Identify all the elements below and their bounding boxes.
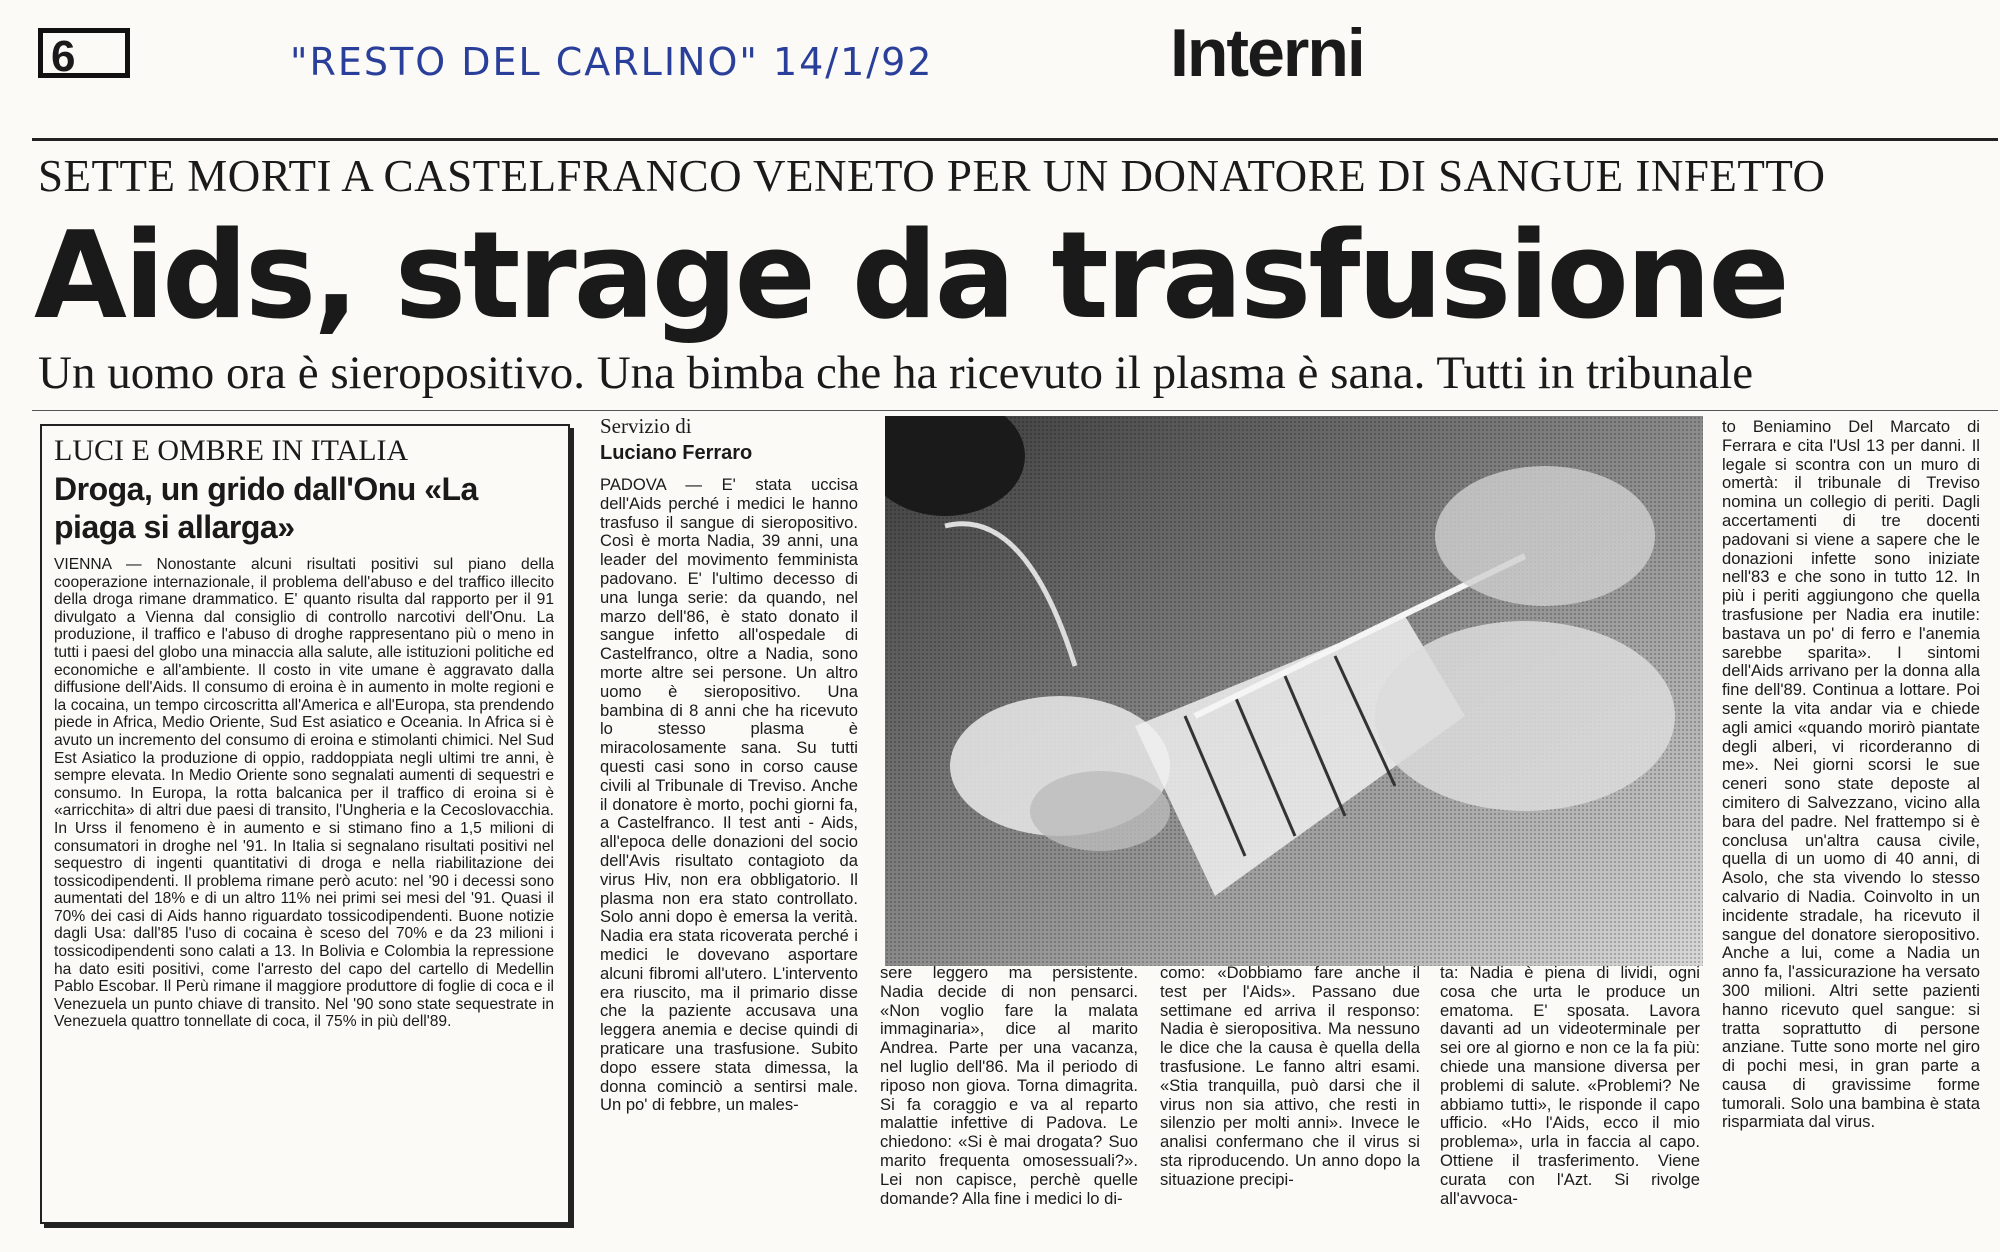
article-column-5: to Beniamino Del Marcato di Ferrara e cita l'Usl 13 per danni. Il legale si scontra con un muro di omertà: il tribunale di Treviso nomina un collegio di periti. Dagli accertamenti di tre docenti padovani si viene a sapere che le donazioni infette sono iniziate nell'83 e che sono in tutto 12. In più i periti aggiungono che quella trasfusione per Nadia era inutile: bastava un po' di ferro e l'anemia sarebbe sparita». I sintomi dell'Aids arrivano per la donna alla fine dell'89. Continua a lottare. Poi sente la vita andar via e chiede agli amici «quando morirò piantate degli alberi, vi ricorderanno di me». Nei giorni scorsi le sue ceneri sono state deposte al cimitero di Salvezzano, vicino alla bara del padre. Nel frattempo si è conclusa un'altra causa civile, quella di un uomo di 40 anni, di Asolo, che sta vivendo lo stesso calvario di Nadia. Coinvolto in un incidente stradale, ha ricevuto il sangue del donatore sieropositivo. Anche a lui, come a Nadia un anno fa, l'assicurazione ha versato 300 milioni. Altri sette pazienti hanno ricevuto quel sangue: si tratta soprattutto di persone anziane. Tutte sono morte nel giro di pochi mesi, in gran parte a causa di gravissime forme tumorali. Solo una bambina è stata risparmiata dal virus. xyxy=(1722,417,1980,1132)
sidebar-body: VIENNA — Nonostante alcuni risultati positivi sul piano della cooperazione internazionale, il problema dell'abuso e del traffico illecito della droga rimane drammatico. E' quanto risulta dal rapporto per il 91 divulgato a Vienna dal consiglio di controllo narcotivi dell'Onu. La produzione, il traffico e l'abuso di droghe rappresentano più o meno in tutti i paesi del globo una minaccia alla salute, alle istituzioni politiche ed economiche e all'ambiente. Il costo in vite umane è aggravato dalla diffusione dell'Aids. Il consumo di eroina è in aumento in molte regioni e la cocaina, un tempo circoscritta all'America e all'Europa, sta prendendo piede in Africa, Medio Oriente, Sud Est asiatico e Oceania. In Africa si è avuto un incremento del consumo di eroina e stimolanti chimici. Nel Sud Est Asiatico la produzione di oppio, raddoppiata negli ultimi tre anni, è sempre elevata. In Medio Oriente sono segnalati aumenti di sequestri e consumo. In Europa, la rotta balcanica per il traffico di eroina si è «arricchita» di altri due paesi di transito, l'Ungheria e la Cecoslovacchia. In Urss il fenomeno è in aumento e si stimano fino a 1,5 milioni di consumatori in droghe nel '91. In Italia si segnalano risultati positivi nel sequestro di ingenti quantitativi di droga e nella riabilitazione dei tossicodipendenti. Il problema rimane però acuto: nel '90 i decessi sono aumentati del 18% e di un altro 11% nei primi sei mesi del '91. Quasi il 70% dei casi di Aids hanno riguardato tossicodipendenti. Buone notizie dagli Usa: dall'85 l'uso di cocaina è sceso del 70% e da 23 milioni i tossicodipendenti sono calati a 13. In Bolivia e Colombia la repressione ha dato esiti positivi, come l'arresto del capo del cartello di Medellin Pablo Escobar. Il Perù rimane il maggiore produttore di foglie di coca e il Venezuela un punto chiave di transito. Nel '90 sono state sequestrate in Venezuela quattro tonnellate di coca, il 75% in più dell'89. xyxy=(54,556,554,1031)
article-column-4: ta: Nadia è piena di lividi, ogni cosa che urta le produce un ematoma. E' sposata. Lavora davanti ad un videoterminale per sei ore al giorno e non ce la fa più: chiede una mansione diversa per problemi di salute. «Problemi? Ne abbiamo tutti», le risponde il capo ufficio. «Ho l'Aids, ecco il mio problema», urla in faccia al capo. Ottiene il trasferimento. Viene curata con l'Azt. Si rivolge all'avvoca- xyxy=(1440,963,1700,1208)
page-number: 6 xyxy=(38,28,130,78)
article-kicker: SETTE MORTI A CASTELFRANCO VENETO PER UN DONATORE DI SANGUE INFETTO xyxy=(38,151,1826,201)
article-column-2: sere leggero ma persistente. Nadia decide di non pensarci. «Non voglio fare la malata immaginaria», dice al marito Andrea. Parte per una vacanza, nel luglio dell'86. Ma il periodo di riposo non giova. Torna dimagrita. Si fa coraggio e va al reparto malattie infettive di Padova. Le chiedono: «Si è mai drogata? Suo marito frequenta omosessuali?». Lei non capisce, perchè quelle domande? Alla fine i medici lo di- xyxy=(880,963,1138,1208)
article-column-1: PADOVA — E' stata uccisa dell'Aids perché i medici le hanno trasfuso il sangue di sieropositivo. Così è morta Nadia, 39 anni, una leader del movimento femminista padovano. E' l'ultimo decesso di una lunga serie: da quando, nel marzo dell'86, è stato donato il sangue infetto all'ospedale di Castelfranco, oltre a Nadia, sono morte altre sei persone. Un altro uomo è sieropositivo. Una bambina di 8 anni che ha ricevuto lo stesso plasma è miracolosamente sana. Su tutti questi casi sono in corso cause civili al Tribunale di Treviso. Anche il donatore è morto, pochi giorni fa, a Castelfranco. Il test anti - Aids, all'epoca delle donazioni del socio dell'Avis risultato contagioto da virus Hiv, non era obbligatorio. Il plasma non era stato controllato. Solo anni dopo è emersa la verità. Nadia era stata ricoverata perché i medici le dovevano asportare alcuni fibromi all'utero. L'intervento era riuscito, ma il primario disse che la paziente accusava una leggera anemia e decise quindi di praticare una trasfusione. Subito dopo essere stata dimessa, la donna cominciò a sentirsi male. Un po' di febbre, un males- xyxy=(600,475,858,1115)
article-photo xyxy=(885,416,1703,966)
photo-test-tubes-illustration xyxy=(885,416,1703,966)
byline-label: Servizio di xyxy=(600,414,692,438)
article-subheadline: Un uomo ora è sieropositivo. Una bimba che ha ricevuto il plasma è sana. Tutti in tribunale xyxy=(38,347,1754,399)
handwritten-note: "RESTO DEL CARLINO" 14/1/92 xyxy=(290,40,934,84)
article-column-3: como: «Dobbiamo fare anche il test per l'Aids». Passano due settimane ed arriva il responso: Nadia è sieropositiva. Ma nessuno le dice che la causa è quella della trasfusione. Le fanno altri esami. «Stia tranquilla, può darsi che il virus non sia attivo, che resti in silenzio per molti anni». Invece le analisi confermano che il virus si sta riproducendo. Un anno dopo la situazione precipi- xyxy=(1160,963,1420,1189)
sidebar-title: Droga, un grido dall'Onu «La piaga si allarga» xyxy=(54,471,478,545)
sidebar-kicker: LUCI E OMBRE IN ITALIA xyxy=(54,434,409,467)
mid-rule xyxy=(32,410,1998,411)
section-title: Interni xyxy=(1170,15,1364,91)
byline-name: Luciano Ferraro xyxy=(600,442,753,464)
article-headline: Aids, strage da trasfusione xyxy=(34,207,1787,346)
top-rule xyxy=(32,138,1998,141)
